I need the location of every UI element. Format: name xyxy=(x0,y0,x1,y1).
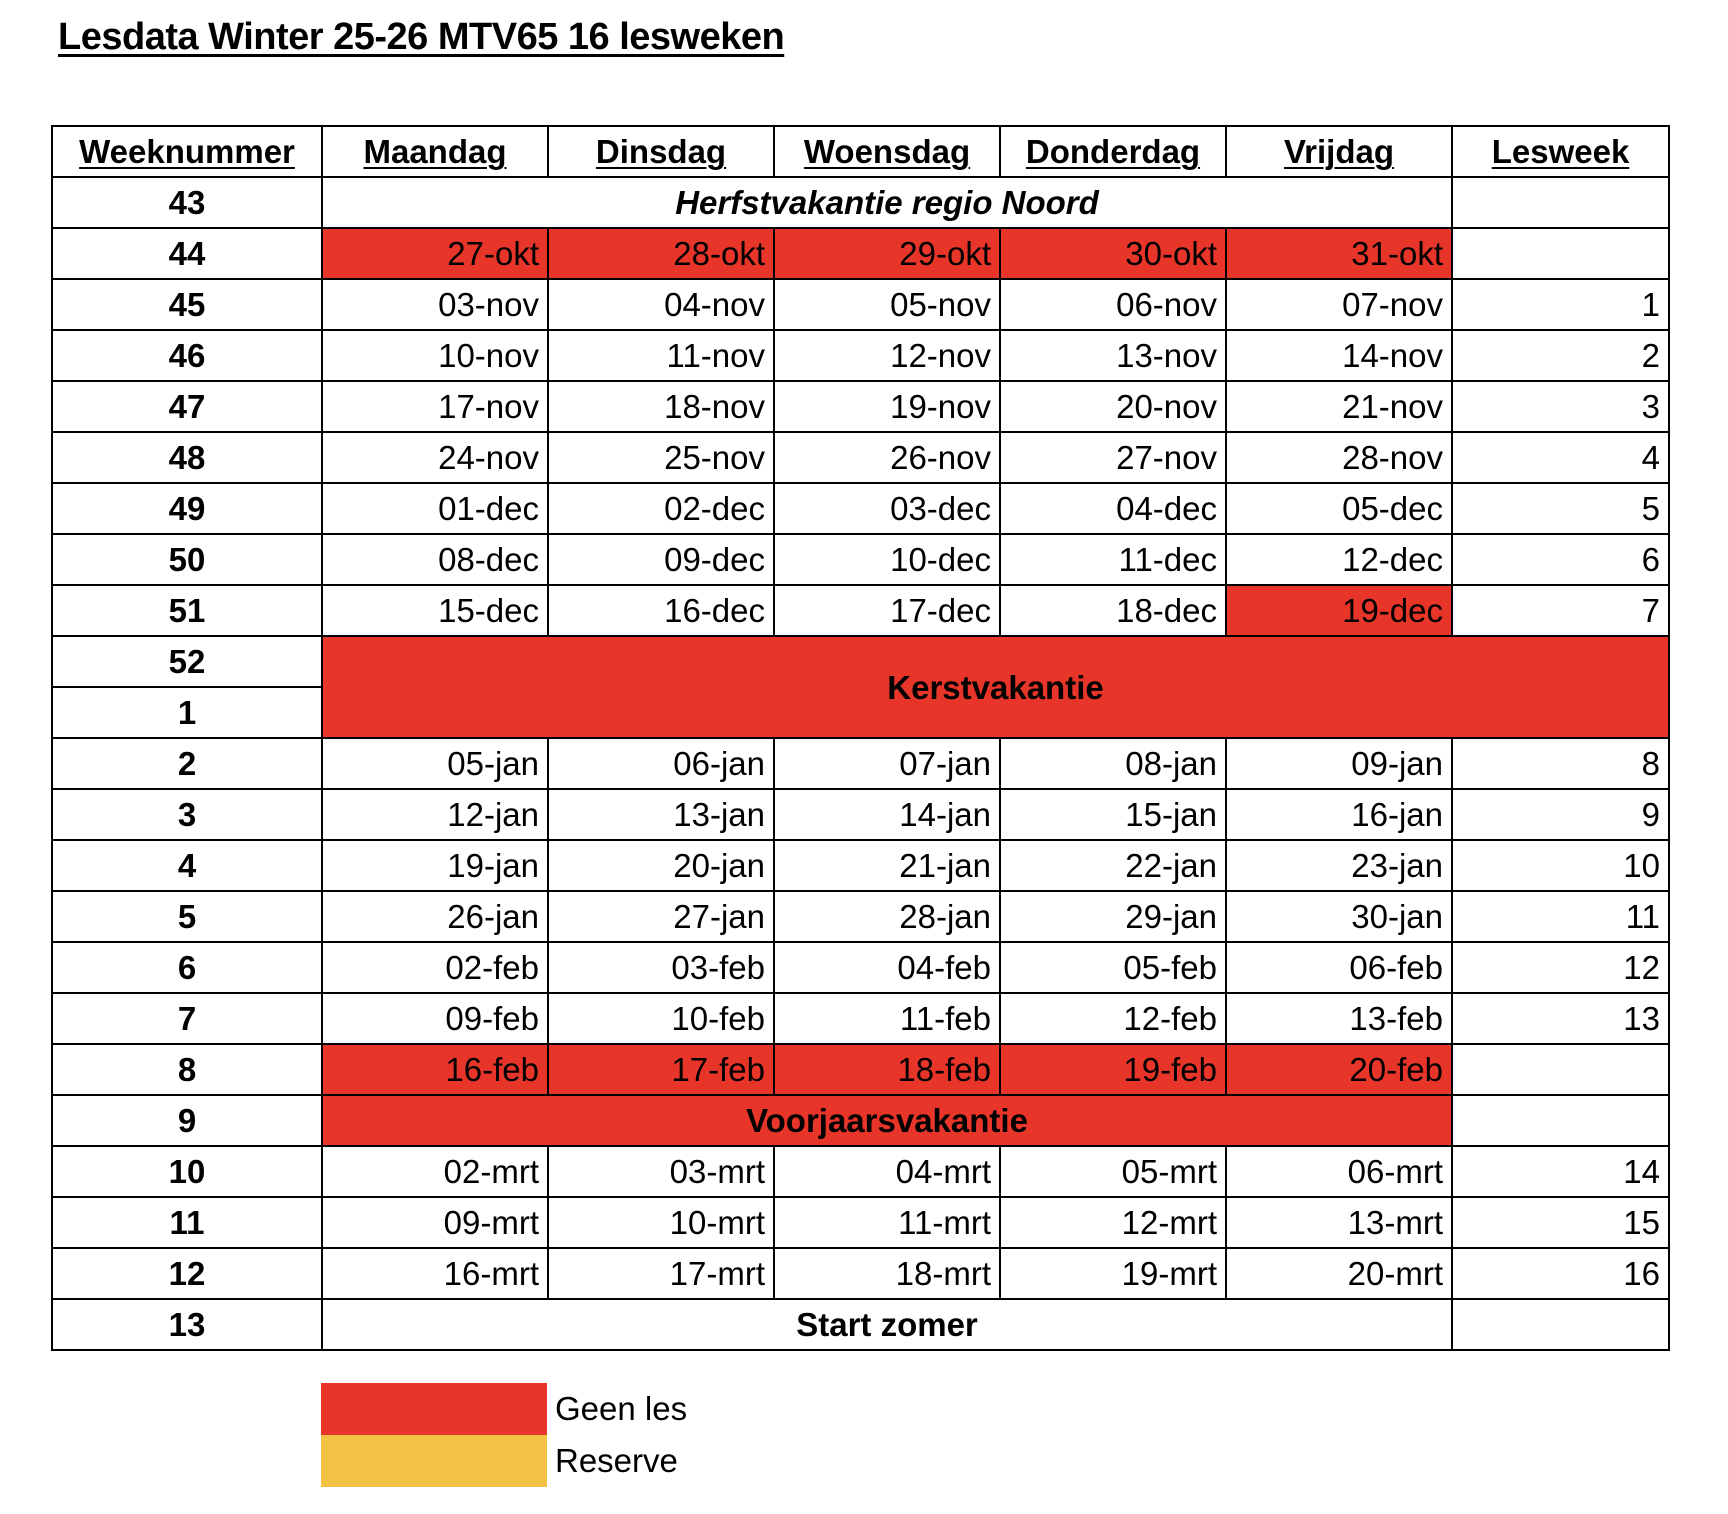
table-row xyxy=(52,1248,1669,1299)
week-number-cell: 50 xyxy=(52,534,322,585)
schedule-body xyxy=(52,177,1669,1350)
date-cell: 07-jan xyxy=(774,738,1000,789)
date-cell: 17-dec xyxy=(774,585,1000,636)
legend-label: Geen les xyxy=(555,1390,688,1427)
date-cell: 11-nov xyxy=(548,330,774,381)
lesweek-cell: 11 xyxy=(1452,891,1669,942)
date-cell: 10-mrt xyxy=(548,1197,774,1248)
lesweek-cell: 5 xyxy=(1452,483,1669,534)
date-cell: 04-dec xyxy=(1000,483,1226,534)
lesweek-cell: 4 xyxy=(1452,432,1669,483)
date-cell: 14-nov xyxy=(1226,330,1452,381)
date-cell: 15-dec xyxy=(322,585,548,636)
date-cell: 13-jan xyxy=(548,789,774,840)
date-cell: 26-jan xyxy=(322,891,548,942)
date-cell: 03-nov xyxy=(322,279,548,330)
week-number-cell: 45 xyxy=(52,279,322,330)
table-row xyxy=(52,942,1669,993)
date-cell: 03-mrt xyxy=(548,1146,774,1197)
date-cell: 18-dec xyxy=(1000,585,1226,636)
vacation-banner-cell: Herfstvakantie regio Noord xyxy=(322,177,1452,228)
date-cell: 02-dec xyxy=(548,483,774,534)
week-number-cell: 13 xyxy=(52,1299,322,1350)
week-number-cell: 3 xyxy=(52,789,322,840)
date-cell: 01-dec xyxy=(322,483,548,534)
week-number-cell: 8 xyxy=(52,1044,322,1095)
date-cell: 10-dec xyxy=(774,534,1000,585)
table-row xyxy=(52,993,1669,1044)
week-number-cell: 52 xyxy=(52,636,322,687)
date-cell: 11-dec xyxy=(1000,534,1226,585)
lesweek-cell: 10 xyxy=(1452,840,1669,891)
table-row xyxy=(52,1197,1669,1248)
table-row xyxy=(52,1044,1669,1095)
vacation-banner-cell: Start zomer xyxy=(322,1299,1452,1350)
date-cell: 17-nov xyxy=(322,381,548,432)
date-cell: 02-feb xyxy=(322,942,548,993)
table-row xyxy=(52,279,1669,330)
header-dinsdag: Dinsdag xyxy=(548,126,774,177)
date-cell: 13-nov xyxy=(1000,330,1226,381)
table-row xyxy=(52,1146,1669,1197)
date-cell: 28-nov xyxy=(1226,432,1452,483)
week-number-cell: 1 xyxy=(52,687,322,738)
date-cell: 16-dec xyxy=(548,585,774,636)
date-cell: 06-jan xyxy=(548,738,774,789)
date-cell: 23-jan xyxy=(1226,840,1452,891)
lesweek-cell: 16 xyxy=(1452,1248,1669,1299)
date-cell: 13-feb xyxy=(1226,993,1452,1044)
lesweek-cell xyxy=(1452,1044,1669,1095)
legend-item xyxy=(321,1383,687,1435)
date-cell: 05-jan xyxy=(322,738,548,789)
header-lesweek: Lesweek xyxy=(1452,126,1669,177)
header-weeknummer: Weeknummer xyxy=(52,126,322,177)
date-cell: 04-mrt xyxy=(774,1146,1000,1197)
header-row xyxy=(52,126,1669,177)
date-cell: 20-feb xyxy=(1226,1044,1452,1095)
date-cell: 10-nov xyxy=(322,330,548,381)
date-cell: 05-dec xyxy=(1226,483,1452,534)
date-cell: 26-nov xyxy=(774,432,1000,483)
date-cell: 31-okt xyxy=(1226,228,1452,279)
date-cell: 19-nov xyxy=(774,381,1000,432)
week-number-cell: 44 xyxy=(52,228,322,279)
table-row xyxy=(52,789,1669,840)
header-donderdag: Donderdag xyxy=(1000,126,1226,177)
date-cell: 06-mrt xyxy=(1226,1146,1452,1197)
week-number-cell: 48 xyxy=(52,432,322,483)
legend-swatch xyxy=(321,1383,547,1435)
date-cell: 06-feb xyxy=(1226,942,1452,993)
page-title: Lesdata Winter 25-26 MTV65 16 lesweken xyxy=(58,16,785,58)
lesweek-cell: 15 xyxy=(1452,1197,1669,1248)
schedule-table xyxy=(51,125,1670,1351)
date-cell: 13-mrt xyxy=(1226,1197,1452,1248)
table-row xyxy=(52,381,1669,432)
date-cell: 12-mrt xyxy=(1000,1197,1226,1248)
date-cell: 21-jan xyxy=(774,840,1000,891)
date-cell: 21-nov xyxy=(1226,381,1452,432)
week-number-cell: 10 xyxy=(52,1146,322,1197)
table-row xyxy=(52,1299,1669,1350)
date-cell: 17-mrt xyxy=(548,1248,774,1299)
date-cell: 05-nov xyxy=(774,279,1000,330)
date-cell: 19-dec xyxy=(1226,585,1452,636)
date-cell: 08-jan xyxy=(1000,738,1226,789)
date-cell: 09-mrt xyxy=(322,1197,548,1248)
week-number-cell: 5 xyxy=(52,891,322,942)
lesweek-cell: 2 xyxy=(1452,330,1669,381)
table-row xyxy=(52,228,1669,279)
date-cell: 20-nov xyxy=(1000,381,1226,432)
week-number-cell: 4 xyxy=(52,840,322,891)
week-number-cell: 2 xyxy=(52,738,322,789)
vacation-banner-cell: Kerstvakantie xyxy=(322,636,1669,738)
date-cell: 14-jan xyxy=(774,789,1000,840)
date-cell: 02-mrt xyxy=(322,1146,548,1197)
legend-swatch xyxy=(321,1435,547,1487)
date-cell: 09-jan xyxy=(1226,738,1452,789)
date-cell: 18-nov xyxy=(548,381,774,432)
date-cell: 18-mrt xyxy=(774,1248,1000,1299)
date-cell: 19-mrt xyxy=(1000,1248,1226,1299)
date-cell: 12-nov xyxy=(774,330,1000,381)
date-cell: 10-feb xyxy=(548,993,774,1044)
week-number-cell: 46 xyxy=(52,330,322,381)
header-woensdag: Woensdag xyxy=(774,126,1000,177)
date-cell: 19-jan xyxy=(322,840,548,891)
week-number-cell: 12 xyxy=(52,1248,322,1299)
date-cell: 24-nov xyxy=(322,432,548,483)
date-cell: 28-okt xyxy=(548,228,774,279)
week-number-cell: 11 xyxy=(52,1197,322,1248)
legend-item xyxy=(321,1435,687,1487)
date-cell: 29-jan xyxy=(1000,891,1226,942)
legend xyxy=(321,1383,687,1487)
lesweek-cell: 1 xyxy=(1452,279,1669,330)
date-cell: 11-feb xyxy=(774,993,1000,1044)
date-cell: 05-feb xyxy=(1000,942,1226,993)
date-cell: 17-feb xyxy=(548,1044,774,1095)
date-cell: 20-mrt xyxy=(1226,1248,1452,1299)
table-row xyxy=(52,585,1669,636)
date-cell: 27-okt xyxy=(322,228,548,279)
date-cell: 05-mrt xyxy=(1000,1146,1226,1197)
date-cell: 11-mrt xyxy=(774,1197,1000,1248)
date-cell: 29-okt xyxy=(774,228,1000,279)
date-cell: 03-feb xyxy=(548,942,774,993)
lesweek-cell: 8 xyxy=(1452,738,1669,789)
date-cell: 16-mrt xyxy=(322,1248,548,1299)
week-number-cell: 9 xyxy=(52,1095,322,1146)
date-cell: 08-dec xyxy=(322,534,548,585)
lesweek-cell: 12 xyxy=(1452,942,1669,993)
date-cell: 03-dec xyxy=(774,483,1000,534)
week-number-cell: 43 xyxy=(52,177,322,228)
date-cell: 12-jan xyxy=(322,789,548,840)
date-cell: 19-feb xyxy=(1000,1044,1226,1095)
table-row xyxy=(52,330,1669,381)
date-cell: 27-nov xyxy=(1000,432,1226,483)
week-number-cell: 49 xyxy=(52,483,322,534)
table-row xyxy=(52,636,1669,687)
lesweek-cell xyxy=(1452,177,1669,228)
table-row xyxy=(52,432,1669,483)
date-cell: 12-feb xyxy=(1000,993,1226,1044)
table-row xyxy=(52,177,1669,228)
date-cell: 28-jan xyxy=(774,891,1000,942)
lesweek-cell xyxy=(1452,1095,1669,1146)
table-row xyxy=(52,534,1669,585)
table-row xyxy=(52,1095,1669,1146)
date-cell: 09-feb xyxy=(322,993,548,1044)
header-maandag: Maandag xyxy=(322,126,548,177)
date-cell: 16-feb xyxy=(322,1044,548,1095)
lesweek-cell: 3 xyxy=(1452,381,1669,432)
week-number-cell: 6 xyxy=(52,942,322,993)
legend-label: Reserve xyxy=(555,1442,678,1479)
lesweek-cell: 7 xyxy=(1452,585,1669,636)
date-cell: 12-dec xyxy=(1226,534,1452,585)
date-cell: 15-jan xyxy=(1000,789,1226,840)
table-row xyxy=(52,738,1669,789)
date-cell: 30-okt xyxy=(1000,228,1226,279)
week-number-cell: 47 xyxy=(52,381,322,432)
date-cell: 04-feb xyxy=(774,942,1000,993)
lesweek-cell: 9 xyxy=(1452,789,1669,840)
week-number-cell: 51 xyxy=(52,585,322,636)
lesweek-cell: 6 xyxy=(1452,534,1669,585)
vacation-banner-cell: Voorjaarsvakantie xyxy=(322,1095,1452,1146)
date-cell: 20-jan xyxy=(548,840,774,891)
header-vrijdag: Vrijdag xyxy=(1226,126,1452,177)
table-row xyxy=(52,483,1669,534)
lesweek-cell xyxy=(1452,228,1669,279)
date-cell: 04-nov xyxy=(548,279,774,330)
lesweek-cell xyxy=(1452,1299,1669,1350)
date-cell: 09-dec xyxy=(548,534,774,585)
date-cell: 25-nov xyxy=(548,432,774,483)
table-row xyxy=(52,840,1669,891)
date-cell: 18-feb xyxy=(774,1044,1000,1095)
date-cell: 30-jan xyxy=(1226,891,1452,942)
date-cell: 22-jan xyxy=(1000,840,1226,891)
table-row xyxy=(52,891,1669,942)
lesweek-cell: 13 xyxy=(1452,993,1669,1044)
date-cell: 07-nov xyxy=(1226,279,1452,330)
week-number-cell: 7 xyxy=(52,993,322,1044)
lesweek-cell: 14 xyxy=(1452,1146,1669,1197)
date-cell: 16-jan xyxy=(1226,789,1452,840)
date-cell: 27-jan xyxy=(548,891,774,942)
date-cell: 06-nov xyxy=(1000,279,1226,330)
